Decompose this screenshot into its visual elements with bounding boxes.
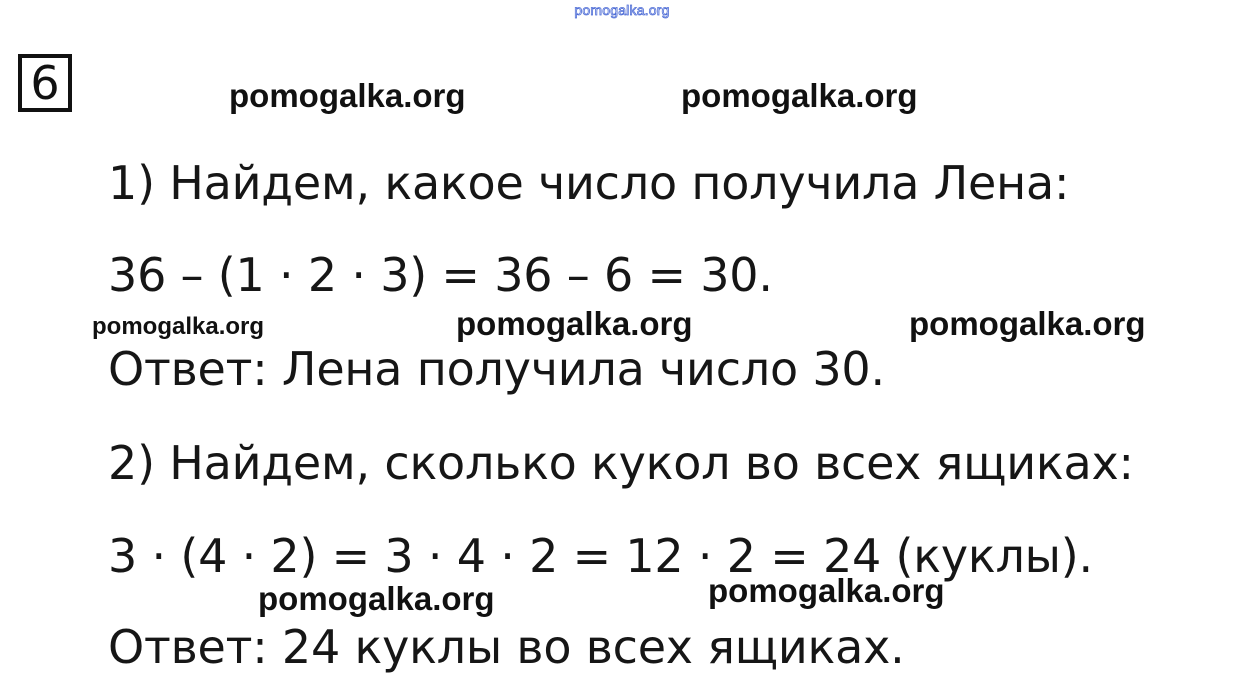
problem-number: 6 — [30, 56, 60, 110]
solution-step-1-answer: Ответ: Лена получила число 30. — [108, 342, 885, 396]
solution-step-1-heading: 1) Найдем, какое число получила Лена: — [108, 156, 1070, 210]
site-watermark: pomogalka.org — [708, 572, 945, 609]
site-watermark: pomogalka.org — [456, 305, 693, 342]
site-watermark: pomogalka.org — [258, 580, 495, 617]
solution-step-1-expression: 36 – (1 · 2 · 3) = 36 – 6 = 30. — [108, 248, 773, 302]
site-watermark: pomogalka.org — [229, 77, 466, 114]
site-watermark: pomogalka.org — [681, 77, 918, 114]
site-watermark: pomogalka.org — [92, 313, 265, 340]
solution-step-2-answer: Ответ: 24 куклы во всех ящиках. — [108, 620, 905, 674]
problem-number-box — [18, 54, 72, 112]
solution-step-2-heading: 2) Найдем, сколько кукол во всех ящиках: — [108, 436, 1134, 490]
solution-step-2-expression: 3 · (4 · 2) = 3 · 4 · 2 = 12 · 2 = 24 (куклы). — [108, 529, 1093, 583]
site-watermark: pomogalka.org — [909, 305, 1146, 342]
site-watermark-top: pomogalka.org — [574, 2, 670, 18]
